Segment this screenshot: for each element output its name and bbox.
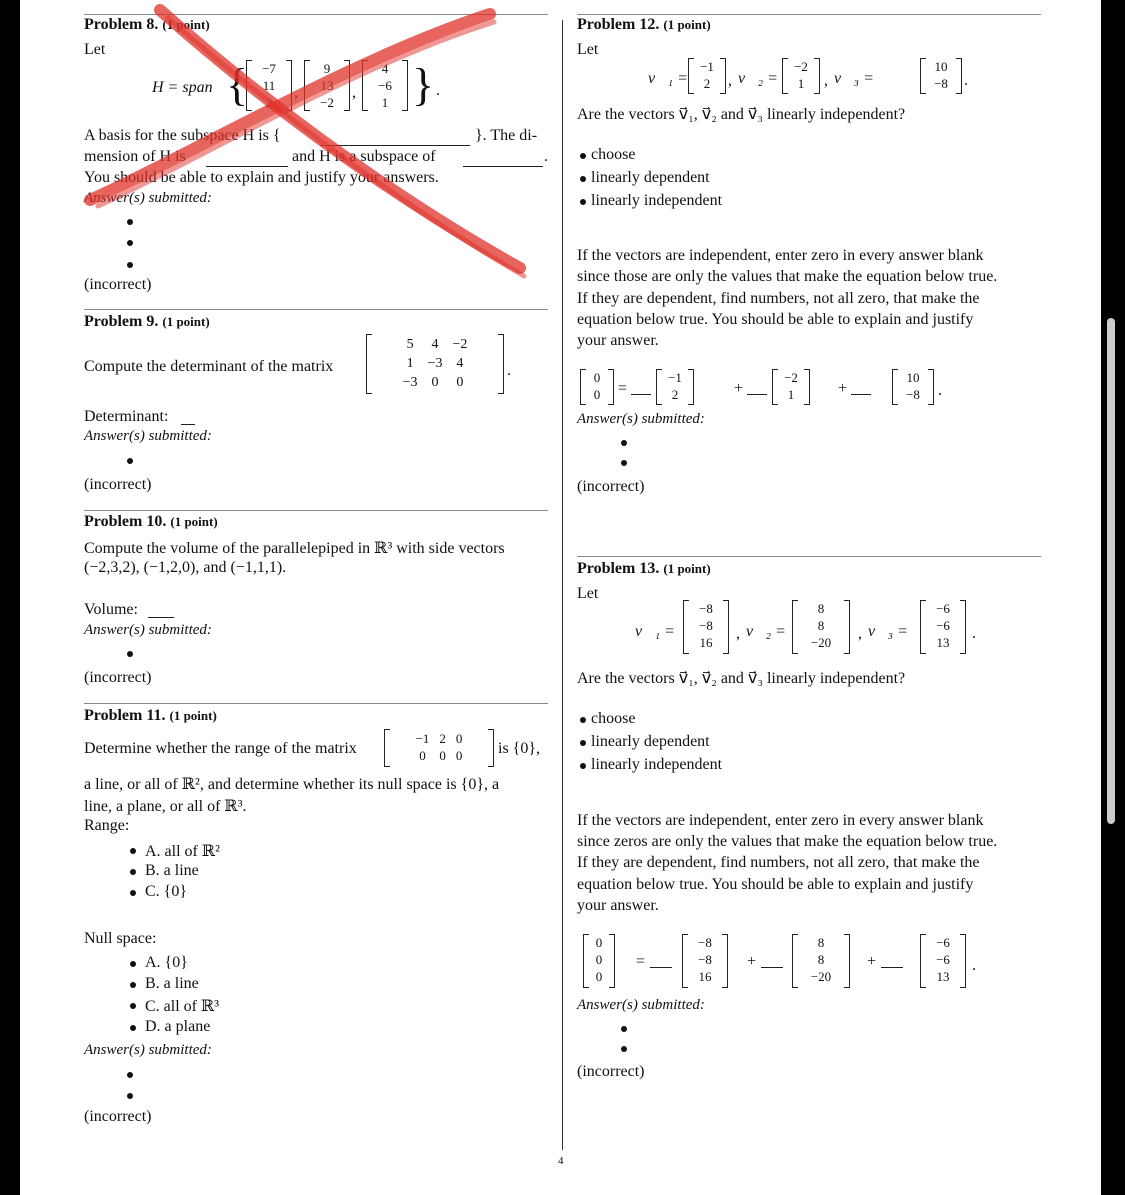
p8-dim-text: mension of H is	[84, 148, 186, 165]
p8-v3-r1: 4	[381, 61, 389, 76]
p13-eq-v2-r3: −20	[810, 969, 832, 984]
p12-period: .	[964, 72, 968, 89]
p13-eq-v2	[792, 934, 850, 988]
p8-and-text: and H is a subspace of	[292, 148, 436, 165]
p9-m11: 5	[406, 337, 414, 352]
p11-is-zero: is {0},	[498, 740, 541, 757]
p10-answer-bullet	[127, 651, 133, 657]
p13-zero-r1: 0	[595, 935, 603, 950]
p11-null-option-d[interactable]: D. a plane	[145, 1018, 211, 1035]
p12-option-dependent[interactable]: linearly dependent	[591, 169, 710, 186]
p10-p11-divider	[84, 703, 548, 704]
p11-null-option-c[interactable]: C. all of ℝ³	[145, 998, 220, 1015]
p13-points: (1 point)	[663, 561, 711, 576]
p13-v2-r3: −20	[810, 635, 832, 650]
p11-matrix	[384, 729, 494, 767]
p12-para-2: since those are only the values that make the equation below true.	[577, 268, 998, 285]
p13-zero-r3: 0	[595, 969, 603, 984]
p12-option-bullet-1	[580, 153, 586, 159]
p9-points: (1 point)	[162, 314, 210, 329]
p13-period: .	[972, 625, 976, 642]
p12-title	[577, 16, 711, 34]
p13-v1-r2: −8	[699, 618, 713, 633]
p9-title	[84, 313, 210, 331]
p12-option-independent[interactable]: linearly independent	[591, 192, 723, 209]
p9-m23: 4	[456, 356, 464, 371]
p10-title-text: Problem 10.	[84, 513, 167, 530]
p13-title-text: Problem 13.	[577, 560, 660, 577]
p12-question: Are the vectors v⃗₁, v⃗₂ and v⃗₃ linearly independent?	[577, 106, 906, 123]
p9-prompt: Compute the determinant of the matrix	[84, 358, 334, 375]
p13-v2-r1: 8	[817, 601, 825, 616]
p12-eq-plus-1: +	[734, 380, 744, 397]
p12-answer-bullet-1	[621, 440, 627, 446]
p12-title-text: Problem 12.	[577, 16, 660, 33]
p12-submitted: Answer(s) submitted:	[577, 411, 705, 427]
p9-status: (incorrect)	[84, 476, 152, 493]
p12-eq-v3-r2: −8	[906, 387, 920, 402]
p13-para-5: your answer.	[577, 897, 659, 914]
p11-answer-bullet-2	[127, 1093, 133, 1099]
p8-v2-r3: −2	[320, 95, 334, 110]
p12-v2-r1: −2	[794, 59, 808, 74]
p13-v3-r1: −6	[936, 601, 950, 616]
red-cross-mark	[20, 0, 560, 300]
p11-m21: 0	[419, 748, 426, 763]
p8-h-eq: H = span	[152, 79, 213, 96]
p12-para-3: If they are dependent, find numbers, not all zero, that make the	[577, 290, 980, 307]
homework-page	[20, 0, 1101, 1195]
p9-submitted: Answer(s) submitted:	[84, 428, 212, 444]
p13-status: (incorrect)	[577, 1063, 645, 1080]
p13-v1-r3: 16	[699, 635, 713, 650]
p13-v3-r3: 13	[936, 635, 950, 650]
p12-comma-2: ,	[824, 72, 828, 89]
p12-eq-v1	[656, 369, 694, 405]
p12-option-choose[interactable]: choose	[591, 146, 636, 163]
p11-null-label: Null space:	[84, 930, 157, 947]
p9-m32: 0	[431, 375, 439, 390]
p13-eq-v2-r1: 8	[817, 935, 825, 950]
p11-range-option-b[interactable]: B. a line	[145, 862, 199, 879]
p11-null-option-a[interactable]: A. {0}	[145, 954, 188, 971]
p11-null-bullet-c	[130, 1003, 136, 1009]
p12-eq-v2	[772, 369, 810, 405]
p12-eq-equals: =	[618, 380, 628, 397]
p8-p9-divider	[84, 309, 548, 310]
p13-eq-plus-2: +	[867, 953, 877, 970]
p13-eq-v3-r2: −6	[936, 952, 950, 967]
p13-eq-v1-r3: 16	[698, 969, 712, 984]
p13-comma-2: ,	[858, 625, 862, 642]
p12-status: (incorrect)	[577, 478, 645, 495]
p9-matrix	[366, 334, 504, 394]
p8-submitted: Answer(s) submitted:	[84, 190, 212, 206]
p12-eq-v3-r1: 10	[906, 370, 920, 385]
p11-m23: 0	[455, 748, 463, 763]
p8-explain: You should be able to explain and justify your answers.	[84, 169, 439, 186]
p9-p10-divider	[84, 510, 548, 511]
p12-v3-r1: 10	[934, 59, 948, 74]
p11-line2: a line, or all of ℝ², and determine whether its null space is {0}, a	[84, 776, 500, 793]
p8-final-period: .	[544, 148, 548, 165]
p10-points: (1 point)	[170, 514, 218, 529]
p12-v2	[782, 58, 820, 94]
p12-para-4: equation below true. You should be able to explain and justify	[577, 311, 974, 328]
p12-eq-v1-r1: −1	[668, 370, 682, 385]
p8-points: (1 point)	[162, 17, 210, 32]
p13-option-bullet-1	[580, 717, 586, 723]
p8-basis-text: A basis for the subspace H is {	[84, 127, 281, 144]
p12-eq-period: .	[938, 382, 942, 399]
p13-zero-r2: 0	[595, 952, 603, 967]
p11-null-option-b[interactable]: B. a line	[145, 975, 199, 992]
p13-coef-blank-2	[761, 967, 783, 968]
p9-m31: −3	[402, 375, 418, 390]
p8-comma-2: ,	[352, 84, 356, 101]
p11-null-bullet-b	[130, 982, 136, 988]
p13-eq-v3-r3: 13	[936, 969, 950, 984]
vertical-scrollbar[interactable]	[1107, 318, 1115, 824]
p13-v1	[683, 600, 729, 654]
p13-option-bullet-3	[580, 763, 586, 769]
p12-v1-label: v⃗₁ =	[648, 70, 688, 87]
p11-null-bullet-a	[130, 961, 136, 967]
p12-eq-plus-2: +	[838, 380, 848, 397]
p10-line2: (−2,3,2), (−1,2,0), and (−1,1,1).	[84, 559, 287, 576]
p13-v2	[792, 600, 850, 654]
p13-v1-r1: −8	[699, 601, 713, 616]
p11-range-bullet-c	[130, 890, 136, 896]
p12-eq-v2-r1: −2	[784, 370, 798, 385]
p9-m22: −3	[427, 356, 443, 371]
p12-coef-blank-3	[851, 394, 871, 395]
p12-para-1: If the vectors are independent, enter zero in every answer blank	[577, 247, 984, 264]
p8-v1-r3: 2	[265, 95, 273, 110]
p11-points: (1 point)	[169, 708, 217, 723]
p11-title-text: Problem 11.	[84, 707, 166, 724]
p13-eq-v1-r1: −8	[698, 935, 712, 950]
p9-det-label: Determinant:	[84, 408, 169, 425]
p12-v3	[920, 58, 962, 94]
p9-m21: 1	[406, 356, 414, 371]
p11-m11: −1	[415, 731, 430, 746]
p8-v2-r1: 9	[323, 61, 331, 76]
p10-title	[84, 513, 218, 531]
p11-answer-bullet-1	[127, 1072, 133, 1078]
p12-let: Let	[577, 41, 599, 58]
p13-v1-label: v⃗₁ =	[635, 623, 675, 640]
p12-zero-r1: 0	[593, 370, 601, 385]
p11-prompt: Determine whether the range of the matrix	[84, 740, 357, 757]
p12-v1	[688, 58, 726, 94]
p11-line3: line, a plane, or all of ℝ³.	[84, 798, 247, 815]
p12-eq-v1-r2: 2	[671, 387, 679, 402]
p9-m12: 4	[431, 337, 439, 352]
p13-eq-v1	[682, 934, 728, 988]
p9-answer-bullet	[127, 458, 133, 464]
p12-v1-r1: −1	[700, 59, 714, 74]
p13-para-4: equation below true. You should be able to explain and justify	[577, 876, 974, 893]
p12-v3-label: v⃗₃ =	[834, 70, 874, 87]
column-divider	[562, 20, 563, 1150]
p10-vol-label: Volume:	[84, 601, 138, 618]
p13-v3-label: v⃗₃ =	[868, 623, 908, 640]
p11-range-bullet-b	[130, 869, 136, 875]
p12-v2-label: v⃗₂ =	[738, 70, 778, 87]
p12-option-bullet-3	[580, 199, 586, 205]
p8-v3-r2: −6	[378, 78, 392, 93]
p13-option-independent[interactable]: linearly independent	[591, 756, 723, 773]
p13-title	[577, 560, 711, 578]
p12-v3-r2: −8	[934, 76, 948, 91]
p11-title	[84, 707, 217, 725]
p12-v1-r2: 2	[703, 76, 711, 91]
p13-eq-period: .	[972, 957, 976, 974]
p13-option-bullet-2	[580, 740, 586, 746]
p9-title-text: Problem 9.	[84, 313, 159, 330]
p13-para-1: If the vectors are independent, enter zero in every answer blank	[577, 812, 984, 829]
p11-range-label: Range:	[84, 817, 130, 834]
p9-period: .	[507, 362, 511, 379]
p12-option-bullet-2	[580, 176, 586, 182]
p13-option-dependent[interactable]: linearly dependent	[591, 733, 710, 750]
p8-comma-1: ,	[294, 84, 298, 101]
p13-comma-1: ,	[736, 625, 740, 642]
p13-eq-v1-r2: −8	[698, 952, 712, 967]
p13-submitted: Answer(s) submitted:	[577, 997, 705, 1013]
p13-answer-bullet-2	[621, 1046, 627, 1052]
p8-period: .	[436, 82, 440, 99]
p12-points: (1 point)	[663, 17, 711, 32]
p12-coef-blank-1	[631, 394, 651, 395]
p12-para-5: your answer.	[577, 332, 659, 349]
p12-p13-divider	[577, 556, 1041, 557]
p13-eq-v2-r2: 8	[817, 952, 825, 967]
p10-vol-blank	[148, 617, 174, 618]
p12-answer-bullet-2	[621, 460, 627, 466]
p8-v3-r3: 1	[381, 95, 389, 110]
p13-v2-label: v⃗₂ =	[746, 623, 786, 640]
p10-submitted: Answer(s) submitted:	[84, 622, 212, 638]
p13-v3-r2: −6	[936, 618, 950, 633]
p8-basis-close: }. The di-	[475, 127, 538, 144]
p10-status: (incorrect)	[84, 669, 152, 686]
p8-set-close: }	[412, 59, 435, 110]
p8-status: (incorrect)	[84, 276, 152, 293]
p13-eq-zero	[583, 934, 615, 988]
page-number: 4	[558, 1155, 564, 1167]
p12-coef-blank-2	[747, 394, 767, 395]
p8-let: Let	[84, 41, 106, 58]
p8-v1-r1: −7	[262, 61, 276, 76]
p11-submitted: Answer(s) submitted:	[84, 1042, 212, 1058]
p12-v2-r2: 1	[797, 76, 805, 91]
p13-v3	[920, 600, 966, 654]
p12-eq-zero	[580, 369, 614, 405]
p11-m13: 0	[455, 731, 463, 746]
p11-range-bullet-a	[130, 848, 136, 854]
p9-m13: −2	[452, 337, 468, 352]
p13-eq-v3	[920, 934, 966, 988]
p13-question: Are the vectors v⃗₁, v⃗₂ and v⃗₃ linearly independent?	[577, 670, 906, 687]
p13-coef-blank-1	[650, 967, 672, 968]
p11-null-bullet-d	[130, 1025, 136, 1031]
p13-eq-v3-r1: −6	[936, 935, 950, 950]
p9-det-blank	[181, 424, 195, 425]
p12-eq-v2-r2: 1	[787, 387, 795, 402]
p13-eq-plus-1: +	[747, 953, 757, 970]
p11-range-option-c[interactable]: C. {0}	[145, 883, 188, 900]
p11-range-option-a[interactable]: A. all of ℝ²	[145, 843, 220, 860]
p10-line1: Compute the volume of the parallelepiped in ℝ³ with side vectors	[84, 540, 505, 557]
p13-eq-equals: =	[636, 953, 646, 970]
p11-m12: 2	[439, 731, 446, 746]
p8-v1-r2: 11	[262, 78, 276, 93]
p13-option-choose[interactable]: choose	[591, 710, 636, 727]
p11-m22: 0	[439, 748, 446, 763]
p8-set-open: {	[226, 59, 249, 110]
p12-comma-1: ,	[728, 72, 732, 89]
p13-let: Let	[577, 585, 599, 602]
p13-para-3: If they are dependent, find numbers, not all zero, that make the	[577, 854, 980, 871]
p12-zero-r2: 0	[593, 387, 601, 402]
p9-m33: 0	[456, 375, 464, 390]
p13-coef-blank-3	[881, 967, 903, 968]
p12-eq-v3	[892, 369, 934, 405]
p8-v2-r2: 13	[320, 78, 334, 93]
p13-answer-bullet-1	[621, 1026, 627, 1032]
p13-v2-r2: 8	[817, 618, 825, 633]
p11-status: (incorrect)	[84, 1108, 152, 1125]
p13-para-2: since zeros are only the values that make the equation below true.	[577, 833, 998, 850]
p8-title-text: Problem 8.	[84, 16, 159, 33]
top-rule-right	[577, 14, 1041, 15]
